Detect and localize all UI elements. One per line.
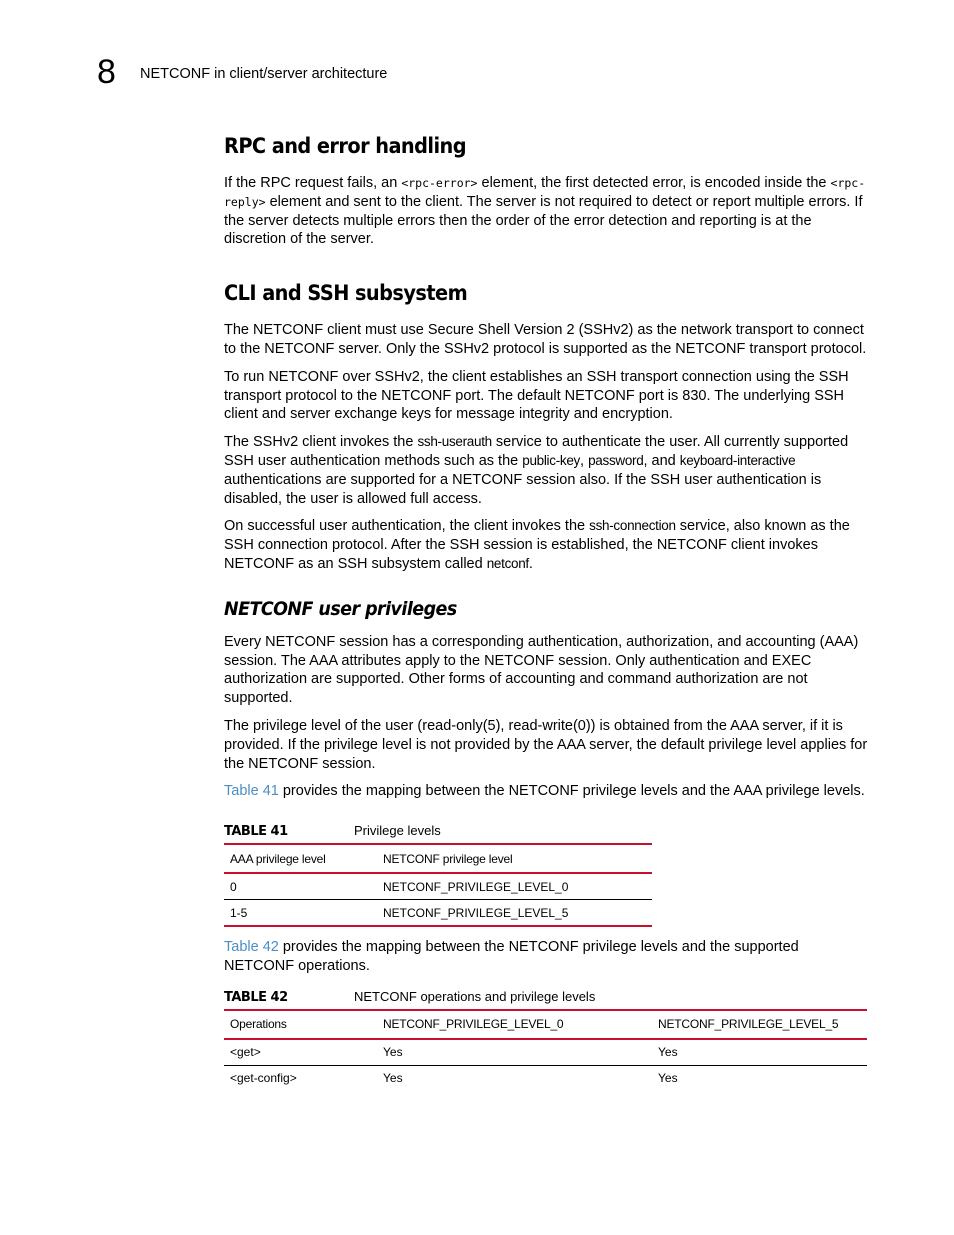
table-cell: Yes: [652, 1039, 867, 1066]
netconf-command: netconf: [486, 555, 529, 571]
table-42-caption: [224, 988, 869, 1006]
ssh-userauth-command: ssh-userauth: [417, 434, 492, 450]
section-heading-cli-ssh: CLI and SSH subsystem: [224, 281, 468, 306]
privileges-paragraph-2: The privilege level of the user (read-only(5), read-write(0)) is obtained from the AAA server, if it is provided. If the privilege level is not provided by the AAA server, the default privilege level applies for the NETCONF session.: [224, 717, 868, 772]
table-cell: Yes: [383, 1071, 403, 1086]
column-header: NETCONF_PRIVILEGE_LEVEL_0: [377, 1010, 652, 1039]
rpc-paragraph: If the RPC request fails, an <rpc-error> element, the first detected error, is encoded inside the <rpc-reply> element and sent to the client. The server is not required to detect or report multiple errors. If the server detects multiple errors then the order of the error detection and reporting is at the discretion of the server.: [224, 175, 866, 248]
public-key-command: public-key: [522, 452, 581, 468]
ssh-paragraph-1: The NETCONF client must use Secure Shell Version 2 (SSHv2) as the network transport to connect to the NETCONF server. Only the SSHv2 protocol is supported as the NETCONF transport protocol.: [224, 322, 867, 357]
rpc-reply-code: <rpc-reply>: [224, 176, 866, 209]
table-header-row: [224, 844, 652, 873]
table-42: [224, 1009, 867, 1091]
chapter-title: NETCONF in client/server architecture: [140, 66, 388, 82]
table-cell: Yes: [377, 1039, 652, 1066]
table-cell: <get-config>: [230, 1071, 297, 1086]
ssh-paragraph-4: On successful user authentication, the client invokes the ssh-connection service, also known as the SSH connection protocol. After the SSH session is established, the NETCONF client invokes NETCONF as an SSH subsystem called netconf.: [224, 518, 850, 572]
table-41-link[interactable]: Table 41: [224, 783, 279, 800]
keyboard-interactive-command: keyboard-interactive: [679, 452, 796, 468]
table-41-title: Privilege levels: [354, 823, 441, 839]
column-header: AAA privilege level: [224, 844, 377, 873]
table-cell: Yes: [658, 1071, 678, 1086]
table-cell: 0: [224, 873, 377, 900]
chapter-number: 8: [97, 53, 116, 91]
table-cell: NETCONF_PRIVILEGE_LEVEL_5: [377, 900, 652, 927]
column-header: Operations: [224, 1010, 377, 1039]
table-cell: <get>: [224, 1039, 377, 1066]
privileges-paragraph-4: Table 42 provides the mapping between the NETCONF privilege levels and the supported NETCONF operations.: [224, 939, 799, 974]
ssh-paragraph-2: To run NETCONF over SSHv2, the client establishes an SSH transport connection using the SSH transport protocol to the NETCONF port. The default NETCONF port is 830. The underlying SSH client and server exchange keys for message integrity and encryption.: [224, 368, 849, 423]
subsection-heading-privileges: NETCONF user privileges: [224, 597, 457, 620]
rpc-error-code: <rpc-error>: [401, 176, 478, 190]
table-row: [224, 873, 652, 900]
password-command: password: [588, 452, 644, 468]
table-row: [224, 1065, 867, 1091]
table-41-number: TABLE 41: [224, 824, 288, 840]
table-row: [224, 1039, 867, 1066]
table-42-number: TABLE 42: [224, 989, 288, 1005]
column-header: NETCONF_PRIVILEGE_LEVEL_5: [652, 1010, 867, 1039]
table-cell: 1-5: [224, 900, 377, 927]
table-row: [224, 900, 652, 927]
ssh-paragraph-3: The SSHv2 client invokes the ssh-userauth service to authenticate the user. All currently supported SSH user authentication methods such as the public-key, password, and keyboard-interactive authentications are supported for a NETCONF session also. If the SSH user authentication is disabled, the user is allowed full access.: [224, 434, 849, 507]
privileges-paragraph-1: Every NETCONF session has a corresponding authentication, authorization, and accounting (AAA) session. The AAA attributes apply to the NETCONF session. Only authentication and EXEC authorization are supported. Other forms of accounting and command authorization are not supported.: [224, 633, 859, 707]
section-heading-rpc: RPC and error handling: [224, 134, 467, 158]
table-42-link[interactable]: Table 42: [224, 939, 279, 956]
table-41-caption: [224, 822, 869, 840]
ssh-connection-command: ssh-connection: [589, 518, 676, 534]
table-42-title: NETCONF operations and privilege levels: [354, 988, 596, 1004]
table-header-row: [224, 1010, 867, 1039]
privileges-paragraph-3: Table 41 provides the mapping between the NETCONF privilege levels and the AAA privilege levels.: [224, 783, 865, 800]
table-41: [224, 843, 652, 927]
table-cell: NETCONF_PRIVILEGE_LEVEL_0: [377, 873, 652, 900]
page-content: [224, 130, 869, 1091]
column-header: NETCONF privilege level: [377, 844, 652, 873]
